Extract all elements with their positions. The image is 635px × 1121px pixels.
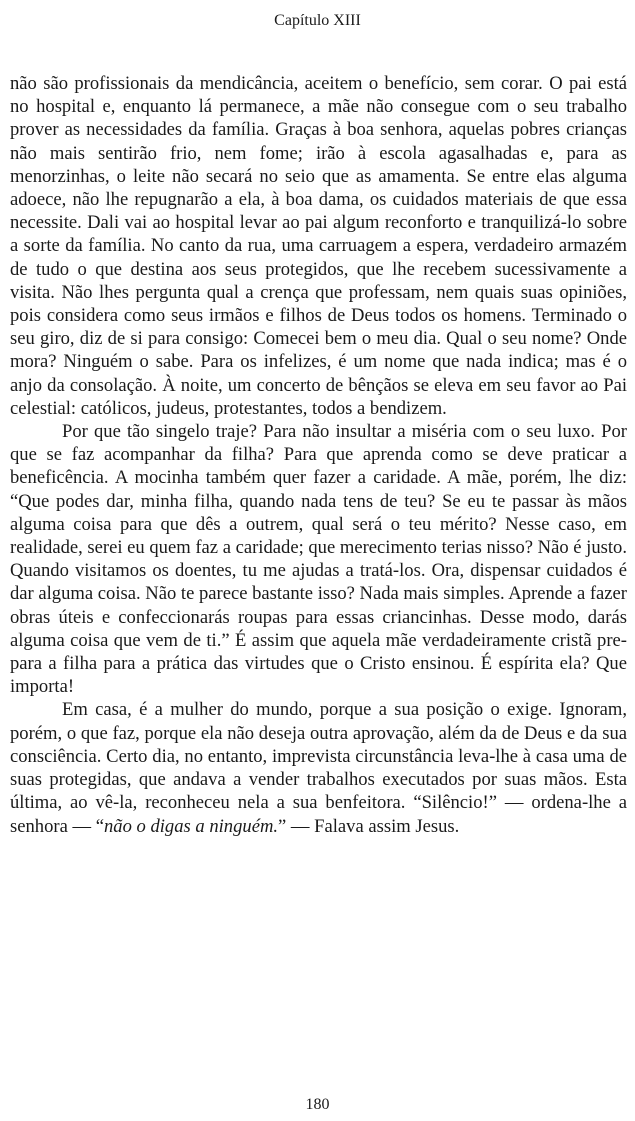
chapter-title: Capítulo XIII bbox=[274, 12, 361, 29]
paragraph-3 bbox=[10, 698, 627, 837]
paragraph-1-text: não são profissionais da mendicância, aceitem o benefício, sem corar. O pai está no hospital e, enquanto lá permanece, a mãe não consegue com o seu trabalho prover as necessidades da família. Graças à boa senhora, aquelas pobres crianças não mais sentirão frio, nem fome; irão à escola agasalhadas e, para as menorzinhas, o leite não secará no seio que as amamenta. Se entre elas alguma adoece, não lhe repugnarão a ela, à boa dama, os cuidados materiais de que essa necessite. Dali vai ao hospital levar ao pai algum reconforto e tranquilizá-lo sobre a sorte da família. No canto da rua, uma carruagem a espera, verdadeiro armazém de tudo o que destina aos seus protegidos, que lhe recebem sucessivamente a visita. Não lhes pergunta qual a crença que professam, nem quais suas opiniões, pois considera como seus irmãos e filhos de Deus todos os homens. Terminado o seu giro, diz de si para consigo: Comecei bem o meu dia. Qual o seu nome? Onde mora? Ninguém o sabe. Para os infelizes, é um nome que nada indica; mas é o anjo da consolação. À noite, um concerto de bênçãos se eleva em seu favor ao Pai celestial: católicos, judeus, protestantes, todos a bendizem. bbox=[10, 73, 627, 419]
paragraph-3-text-b: ” — Falava assim Jesus. bbox=[278, 815, 460, 837]
paragraph-2 bbox=[10, 420, 627, 698]
page-number bbox=[0, 1094, 635, 1116]
paragraph-3-text-a: Em casa, é a mulher do mundo, porque a sua posição o exige. Ignoram, porém, o que faz, porque ela não deseja outra aprovação, além da de Deus e da sua consciência. Certo dia, no entanto, imprevista circunstância leva-lhe à casa uma de suas protegidas, que andava a vender trabalhos executados por suas mãos. Esta última, ao vê-la, reconheceu nela a sua benfeitora. “Silêncio!” — ordena-lhe a senhora — “ bbox=[10, 699, 627, 837]
page-body bbox=[10, 72, 627, 838]
paragraph-1 bbox=[10, 72, 627, 420]
page-number-text: 180 bbox=[305, 1096, 330, 1113]
paragraph-2-text: Por que tão singelo traje? Para não insultar a miséria com o seu luxo. Por que se faz acompanhar da filha? Para que aprenda como se deve praticar a beneficência. A mocinha também quer fazer a caridade. A mãe, porém, lhe diz: “Que podes dar, minha filha, quando nada tens de teu? Se eu te passar às mãos alguma coisa para que dês a outrem, qual será o teu mérito? Nesse caso, em realidade, serei eu quem faz a caridade; que merecimento terias nisso? Não é justo. Quando visitamos os doentes, tu me ajudas a tratá-los. Ora, dispensar cuidados é dar alguma coisa. Não te parece bastante isso? Nada mais simples. Aprende a fazer obras úteis e confeccionarás roupas para essas criancinhas. Desse modo, darás alguma coisa que vem de ti.” É assim que aquela mãe verdadeiramente cristã prepara a filha para a prática das virtudes que o Cristo ensinou. É espírita ela? Que importa! bbox=[10, 421, 627, 698]
chapter-header bbox=[0, 10, 635, 32]
paragraph-3-italic-quote: não o digas a ninguém. bbox=[103, 815, 279, 837]
